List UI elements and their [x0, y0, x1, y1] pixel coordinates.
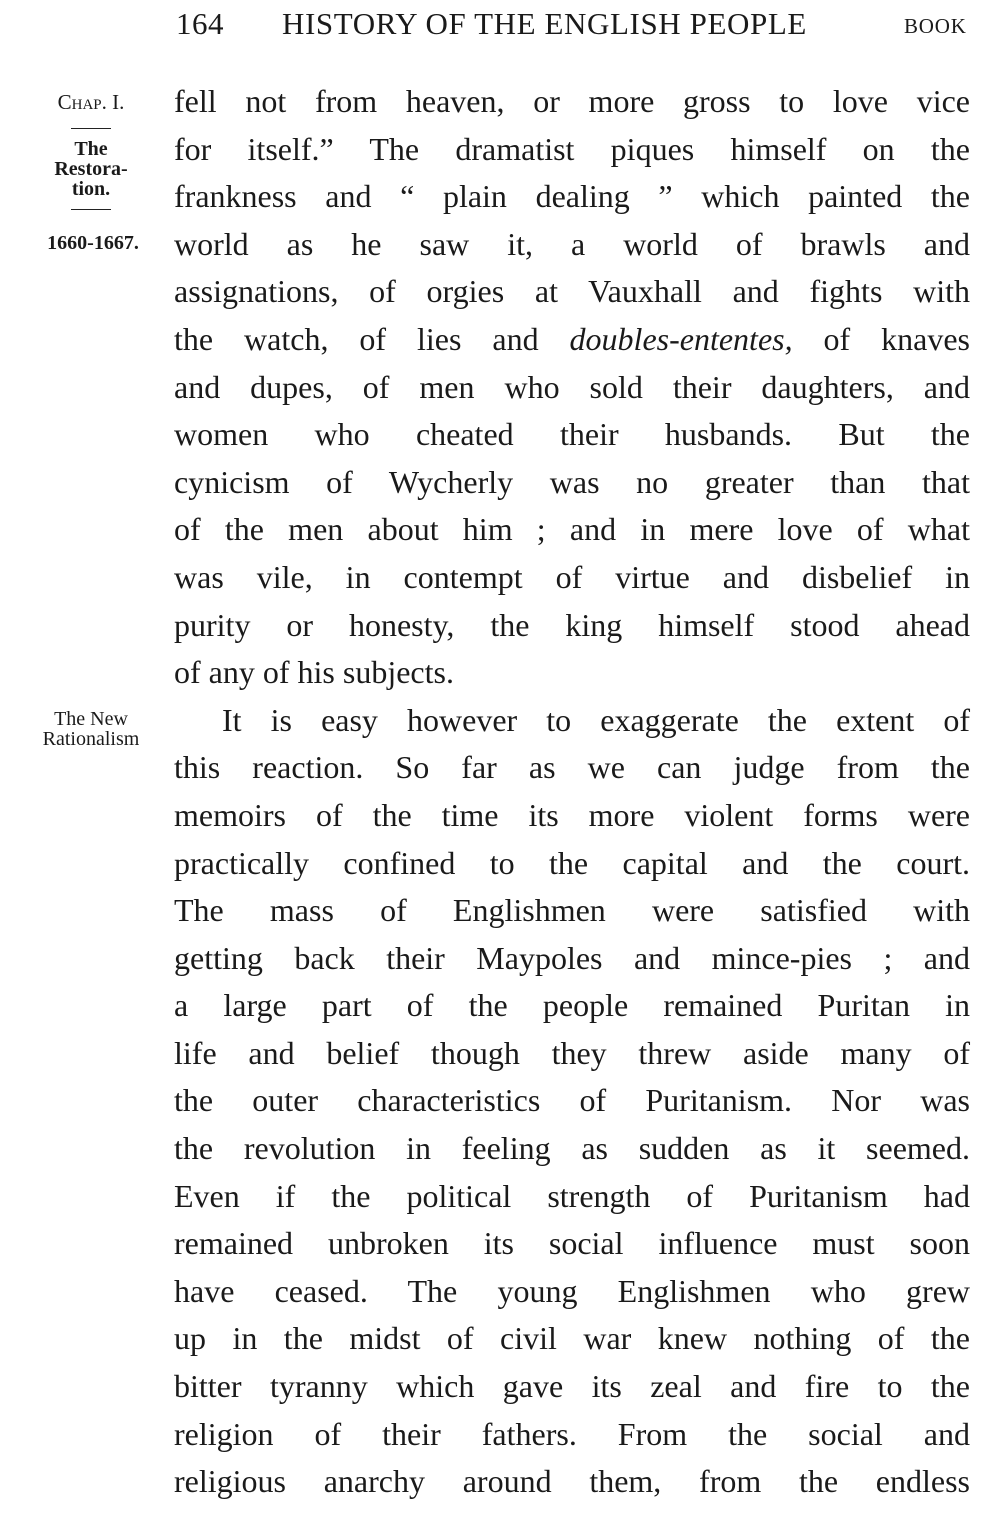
margin-topic-line: The New	[54, 708, 128, 730]
text-line: religion of their fathers. From the social and	[174, 1415, 970, 1452]
margin-divider	[71, 209, 111, 210]
margin-topic-line: Rationalism	[42, 728, 140, 750]
text-line: the revolution in feeling as sudden as it seemed.	[174, 1130, 970, 1167]
margin-section-line: Restora-	[54, 158, 128, 180]
text-line: have ceased. The young Englishmen who grew	[174, 1272, 970, 1309]
text-line: bitter tyranny which gave its zeal and fire to the	[174, 1368, 970, 1405]
text-line: of any of his subjects.	[174, 654, 454, 691]
running-title: HISTORY OF THE ENGLISH PEOPLE	[282, 6, 807, 41]
text-line: memoirs of the time its more violent forms were	[174, 796, 970, 833]
book-label: BOOK	[904, 14, 967, 38]
text-line-with-italic	[174, 316, 970, 364]
text-line: frankness and “ plain dealing ” which painted the	[174, 178, 970, 215]
text-line: practically confined to the capital and the court.	[174, 844, 970, 881]
text-line: cynicism of Wycherly was no greater than that	[174, 463, 970, 500]
margin-section-line: tion.	[71, 178, 111, 200]
text-line: The mass of Englishmen were satisfied with	[174, 892, 970, 929]
text-line: fell not from heaven, or more gross to love vice	[174, 83, 970, 119]
text-segment: the watch, of lies and	[174, 320, 570, 357]
text-line: religious anarchy around them, from the endless	[174, 1463, 970, 1500]
text-line: life and belief though they threw aside many of	[174, 1034, 970, 1071]
text-line: assignations, of orgies at Vauxhall and fights with	[174, 273, 970, 310]
text-line: and dupes, of men who sold their daughters, and	[174, 368, 970, 405]
margin-section-title	[18, 139, 164, 199]
running-header	[0, 4, 1000, 48]
margin-divider	[71, 128, 111, 129]
body-text	[174, 78, 970, 1506]
text-line: purity or honesty, the king himself stood ahead	[174, 606, 970, 643]
text-line: up in the midst of civil war knew nothing of the	[174, 1320, 970, 1357]
text-segment: of knaves	[792, 320, 971, 357]
text-line: women who cheated their husbands. But the	[174, 416, 970, 453]
page-number: 164	[176, 6, 224, 41]
text-line: was vile, in contempt of virtue and disbelief in	[174, 558, 970, 595]
text-line: remained unbroken its social influence must soon	[174, 1225, 970, 1262]
paragraph-first-line: It is easy however to exaggerate the extent of	[222, 701, 970, 738]
margin-chapter-label: Chap. I.	[57, 90, 125, 114]
text-line: this reaction. So far as we can judge from the	[174, 749, 970, 786]
text-line: the outer characteristics of Puritanism. Nor was	[174, 1082, 970, 1119]
italic-term: doubles-ententes,	[569, 320, 793, 357]
margin-topic-note	[18, 709, 164, 749]
text-line: getting back their Maypoles and mince-pies ; and	[174, 939, 970, 976]
text-line: a large part of the people remained Puritan in	[174, 987, 970, 1024]
text-line: world as he saw it, a world of brawls and	[174, 225, 970, 262]
margin-date-range: 1660-1667.	[47, 232, 139, 254]
text-line: of the men about him ; and in mere love of what	[174, 511, 970, 548]
text-line: Even if the political strength of Puritanism had	[174, 1177, 970, 1214]
text-line: for itself.” The dramatist piques himself on the	[174, 130, 970, 167]
margin-section-line: The	[74, 138, 108, 160]
